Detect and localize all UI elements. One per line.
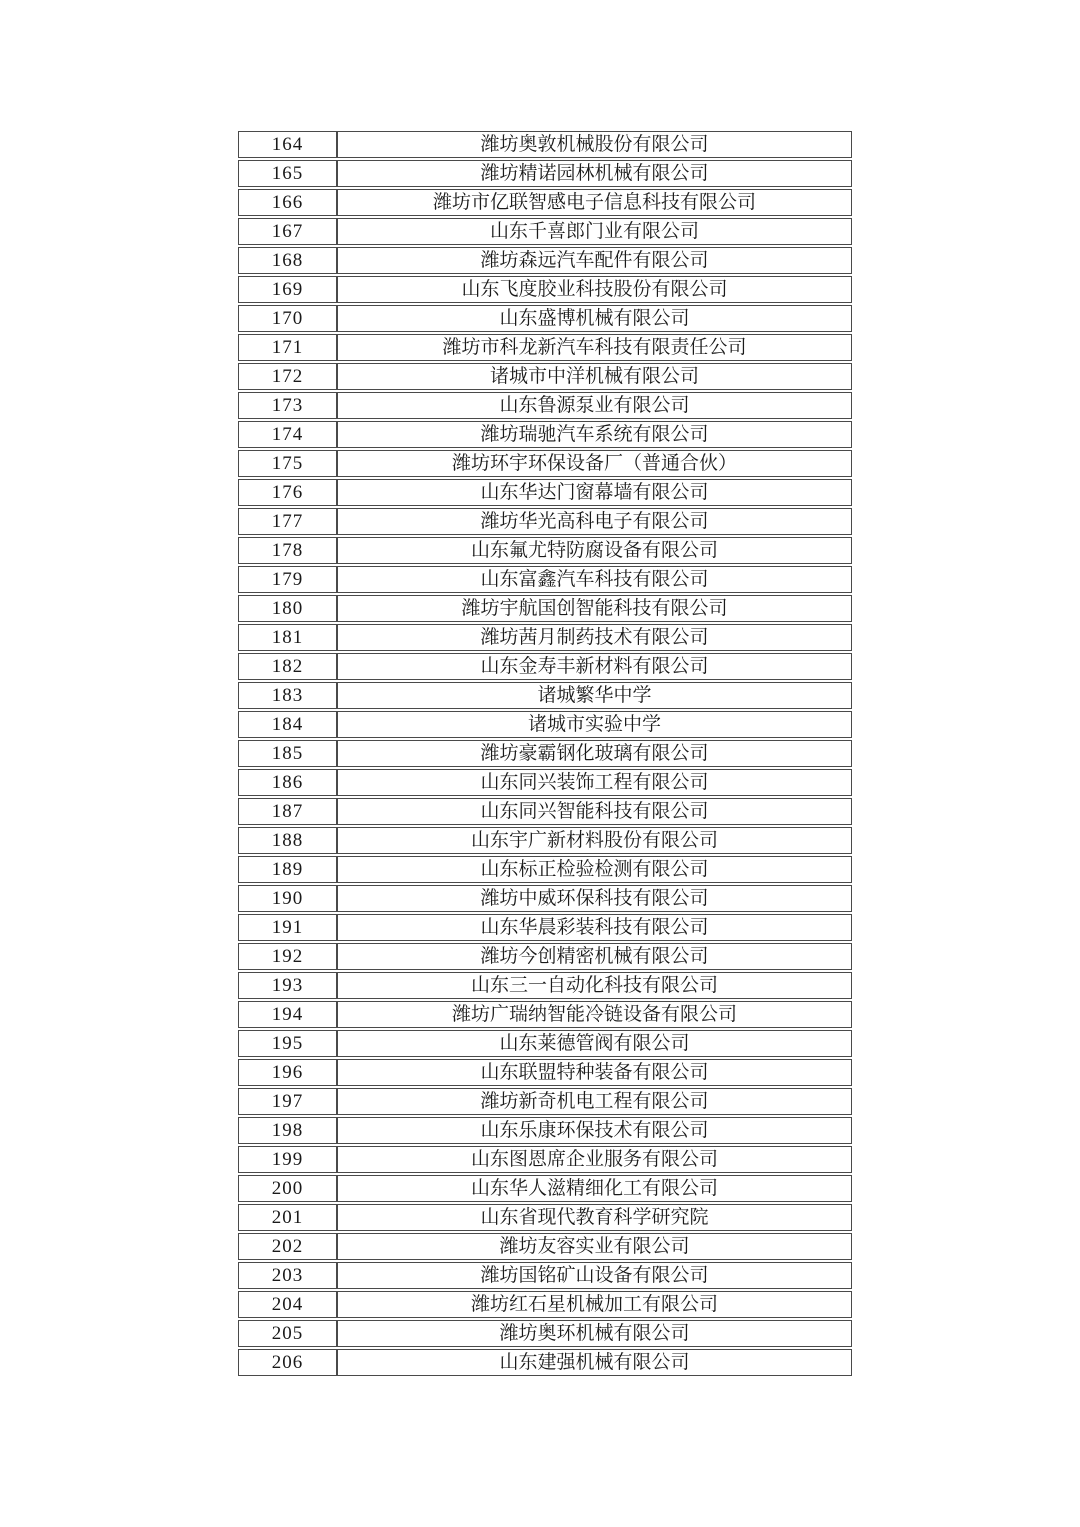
company-table [238, 129, 852, 1378]
row-number: 185 [238, 740, 337, 767]
table-row [238, 595, 852, 622]
row-number: 193 [238, 972, 337, 999]
row-number: 173 [238, 392, 337, 419]
table-row [238, 160, 852, 187]
table-row [238, 1320, 852, 1347]
row-number: 206 [238, 1349, 337, 1376]
company-name: 潍坊市亿联智感电子信息科技有限公司 [337, 189, 852, 216]
row-number: 172 [238, 363, 337, 390]
table-row [238, 1204, 852, 1231]
company-name: 山东同兴装饰工程有限公司 [337, 769, 852, 796]
table-row [238, 276, 852, 303]
row-number: 205 [238, 1320, 337, 1347]
table-row [238, 972, 852, 999]
row-number: 183 [238, 682, 337, 709]
row-number: 197 [238, 1088, 337, 1115]
table-row [238, 885, 852, 912]
table-row [238, 1001, 852, 1028]
company-name: 山东飞度胶业科技股份有限公司 [337, 276, 852, 303]
company-name: 潍坊环宇环保设备厂（普通合伙） [337, 450, 852, 477]
row-number: 198 [238, 1117, 337, 1144]
table-row [238, 566, 852, 593]
company-name: 潍坊精诺园林机械有限公司 [337, 160, 852, 187]
row-number: 196 [238, 1059, 337, 1086]
company-name: 潍坊市科龙新汽车科技有限责任公司 [337, 334, 852, 361]
row-number: 166 [238, 189, 337, 216]
company-name: 潍坊瑞驰汽车系统有限公司 [337, 421, 852, 448]
row-number: 177 [238, 508, 337, 535]
table-row [238, 798, 852, 825]
company-name: 山东华晨彩装科技有限公司 [337, 914, 852, 941]
table-row [238, 1146, 852, 1173]
row-number: 189 [238, 856, 337, 883]
row-number: 190 [238, 885, 337, 912]
company-name: 潍坊森远汽车配件有限公司 [337, 247, 852, 274]
table-row [238, 189, 852, 216]
company-name: 山东鲁源泵业有限公司 [337, 392, 852, 419]
table-row [238, 1349, 852, 1376]
company-name: 诸城市中洋机械有限公司 [337, 363, 852, 390]
company-name: 潍坊中威环保科技有限公司 [337, 885, 852, 912]
row-number: 178 [238, 537, 337, 564]
row-number: 195 [238, 1030, 337, 1057]
company-name: 诸城繁华中学 [337, 682, 852, 709]
row-number: 188 [238, 827, 337, 854]
table-row [238, 247, 852, 274]
table-row [238, 334, 852, 361]
company-name: 山东盛博机械有限公司 [337, 305, 852, 332]
company-name: 潍坊新奇机电工程有限公司 [337, 1088, 852, 1115]
table-row [238, 653, 852, 680]
table-row [238, 740, 852, 767]
table-row [238, 1233, 852, 1260]
table-row [238, 131, 852, 158]
table-row [238, 508, 852, 535]
row-number: 191 [238, 914, 337, 941]
company-name: 山东华人滋精细化工有限公司 [337, 1175, 852, 1202]
row-number: 171 [238, 334, 337, 361]
company-name: 潍坊华光高科电子有限公司 [337, 508, 852, 535]
company-name: 诸城市实验中学 [337, 711, 852, 738]
table-row [238, 914, 852, 941]
row-number: 165 [238, 160, 337, 187]
company-name: 山东宇广新材料股份有限公司 [337, 827, 852, 854]
row-number: 169 [238, 276, 337, 303]
company-name: 潍坊广瑞纳智能冷链设备有限公司 [337, 1001, 852, 1028]
company-name: 山东千喜郎门业有限公司 [337, 218, 852, 245]
company-name: 潍坊宇航国创智能科技有限公司 [337, 595, 852, 622]
company-name: 山东乐康环保技术有限公司 [337, 1117, 852, 1144]
table-row [238, 827, 852, 854]
company-name: 潍坊豪霸钢化玻璃有限公司 [337, 740, 852, 767]
table-row [238, 392, 852, 419]
row-number: 201 [238, 1204, 337, 1231]
company-name: 潍坊奥敦机械股份有限公司 [337, 131, 852, 158]
row-number: 194 [238, 1001, 337, 1028]
table-row [238, 1088, 852, 1115]
row-number: 175 [238, 450, 337, 477]
row-number: 200 [238, 1175, 337, 1202]
table-row [238, 1059, 852, 1086]
table-row [238, 1030, 852, 1057]
table-row [238, 1175, 852, 1202]
table-row [238, 305, 852, 332]
table-row [238, 856, 852, 883]
company-name: 山东同兴智能科技有限公司 [337, 798, 852, 825]
table-row [238, 624, 852, 651]
table-row [238, 682, 852, 709]
table-row [238, 943, 852, 970]
table-row [238, 711, 852, 738]
row-number: 179 [238, 566, 337, 593]
row-number: 170 [238, 305, 337, 332]
table-row [238, 1262, 852, 1289]
company-name: 山东联盟特种装备有限公司 [337, 1059, 852, 1086]
company-name: 山东标正检验检测有限公司 [337, 856, 852, 883]
row-number: 203 [238, 1262, 337, 1289]
company-name: 潍坊友容实业有限公司 [337, 1233, 852, 1260]
row-number: 174 [238, 421, 337, 448]
company-name: 潍坊红石星机械加工有限公司 [337, 1291, 852, 1318]
table-row [238, 479, 852, 506]
row-number: 187 [238, 798, 337, 825]
row-number: 192 [238, 943, 337, 970]
table-row [238, 421, 852, 448]
table-row [238, 363, 852, 390]
row-number: 168 [238, 247, 337, 274]
table-row [238, 769, 852, 796]
row-number: 182 [238, 653, 337, 680]
company-name: 潍坊今创精密机械有限公司 [337, 943, 852, 970]
row-number: 184 [238, 711, 337, 738]
row-number: 180 [238, 595, 337, 622]
table-row [238, 1291, 852, 1318]
row-number: 164 [238, 131, 337, 158]
company-name: 山东金寿丰新材料有限公司 [337, 653, 852, 680]
company-name: 山东氟尤特防腐设备有限公司 [337, 537, 852, 564]
table-row [238, 450, 852, 477]
row-number: 186 [238, 769, 337, 796]
company-table-body [238, 131, 852, 1376]
company-name: 山东华达门窗幕墙有限公司 [337, 479, 852, 506]
table-row [238, 537, 852, 564]
row-number: 176 [238, 479, 337, 506]
row-number: 167 [238, 218, 337, 245]
company-name: 山东莱德管阀有限公司 [337, 1030, 852, 1057]
row-number: 199 [238, 1146, 337, 1173]
company-name: 潍坊国铭矿山设备有限公司 [337, 1262, 852, 1289]
company-name: 潍坊奥环机械有限公司 [337, 1320, 852, 1347]
table-row [238, 218, 852, 245]
company-name: 山东图恩席企业服务有限公司 [337, 1146, 852, 1173]
company-name: 潍坊茜月制药技术有限公司 [337, 624, 852, 651]
table-row [238, 1117, 852, 1144]
row-number: 181 [238, 624, 337, 651]
company-name: 山东富鑫汽车科技有限公司 [337, 566, 852, 593]
company-name: 山东建强机械有限公司 [337, 1349, 852, 1376]
row-number: 202 [238, 1233, 337, 1260]
company-name: 山东三一自动化科技有限公司 [337, 972, 852, 999]
company-name: 山东省现代教育科学研究院 [337, 1204, 852, 1231]
row-number: 204 [238, 1291, 337, 1318]
